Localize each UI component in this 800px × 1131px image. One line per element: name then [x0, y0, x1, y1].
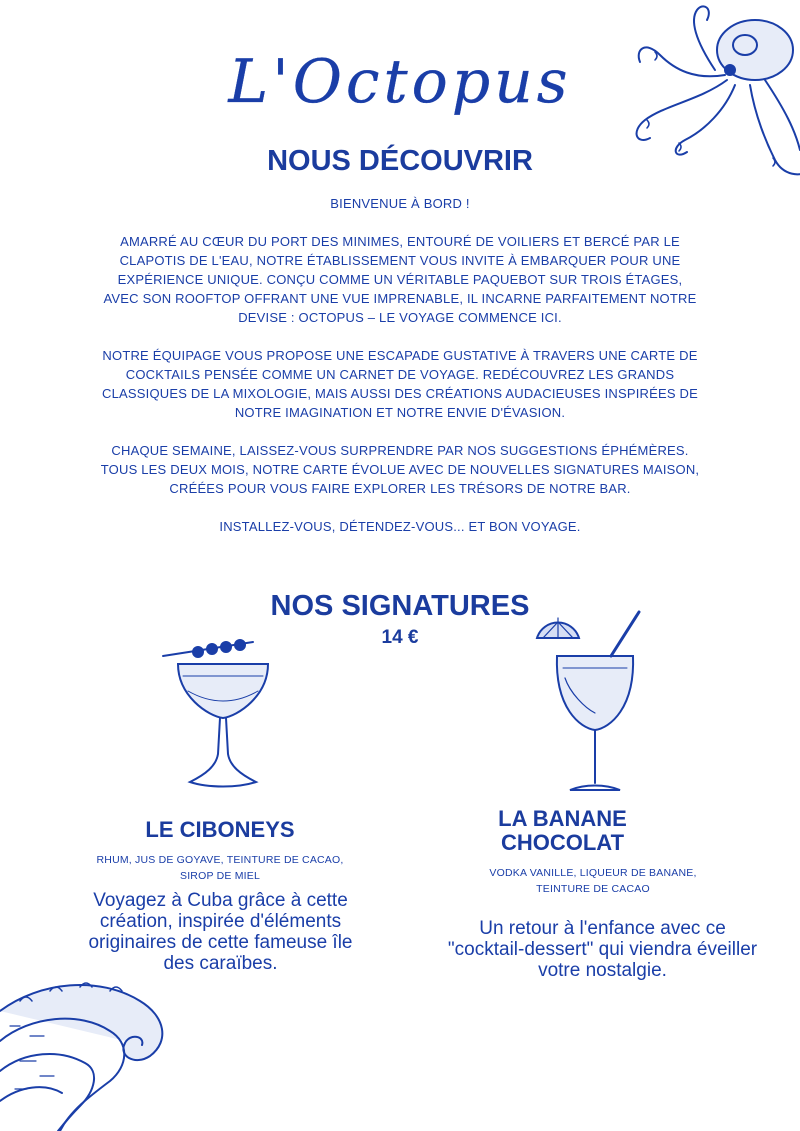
cocktail-name: LA BANANE CHOCOLAT	[498, 806, 627, 855]
intro-greeting: BIENVENUE À BORD !	[330, 196, 470, 211]
cocktail-ingredients: VODKA VANILLE, LIQUEUR DE BANANE, TEINTURE DE CACAO	[489, 867, 697, 895]
cocktail-description: Voyagez à Cuba grâce à cette création, inspirée d'éléments originaires de cette fameuse île des caraïbes.	[88, 890, 353, 974]
coupe-glass-icon	[158, 636, 288, 796]
page-title: NOUS DÉCOUVRIR	[267, 145, 533, 177]
intro-closing: INSTALLEZ-VOUS, DÉTENDEZ-VOUS... ET BON VOYAGE.	[219, 519, 581, 534]
intro-paragraph: NOTRE ÉQUIPAGE VOUS PROPOSE UNE ESCAPADE GUSTATIVE À TRAVERS UNE CARTE DE COCKTAILS PENSÉE COMME UN CARNET DE VOYAGE. REDÉCOUVREZ LES GRANDS CLASSIQUES DE LA MIXOLOGIE, MAIS AUSSI DES CRÉATIONS AUDACIEUSES INSPIRÉES DE NOTRE IMAGINATION ET NOTRE ENVIE D'ÉVASION.	[102, 348, 698, 420]
wine-glass-icon	[535, 608, 665, 798]
wave-illustration-icon	[0, 971, 180, 1131]
signatures-price: 14 €	[381, 627, 419, 648]
intro-paragraph: AMARRÉ AU CŒUR DU PORT DES MINIMES, ENTOURÉ DE VOILIERS ET BERCÉ PAR LE CLAPOTIS DE L'EAU, NOTRE ÉTABLISSEMENT VOUS INVITE À EMBARQUER POUR UNE EXPÉRIENCE UNIQUE. CONÇU COMME UN VÉRITABLE PAQUEBOT SUR TROIS ÉTAGES, AVEC SON ROOFTOP OFFRANT UNE VUE IMPRENABLE, IL INCARNE PARFAITEMENT NOTRE DEVISE : OCTOPUS – LE VOYAGE COMMENCE ICI.	[103, 234, 697, 325]
cocktail-description: Un retour à l'enfance avec ce "cocktail-dessert" qui viendra éveiller votre nostalgie.	[447, 918, 758, 981]
cocktail-name: LE CIBONEYS	[145, 817, 295, 842]
brand-logo: L'Octopus	[228, 47, 572, 117]
intro-paragraph: CHAQUE SEMAINE, LAISSEZ-VOUS SURPRENDRE PAR NOS SUGGESTIONS ÉPHÉMÈRES. TOUS LES DEUX MOIS, NOTRE CARTE ÉVOLUE AVEC DE NOUVELLES SIGNATURES MAISON, CRÉÉES POUR VOUS FAIRE EXPLORER LES TRÉSORS DE NOTRE BAR.	[100, 443, 700, 496]
cocktail-ingredients: RHUM, JUS DE GOYAVE, TEINTURE DE CACAO, SIROP DE MIEL	[96, 854, 344, 882]
signatures-title: NOS SIGNATURES	[270, 590, 530, 622]
intro-text	[100, 194, 700, 555]
